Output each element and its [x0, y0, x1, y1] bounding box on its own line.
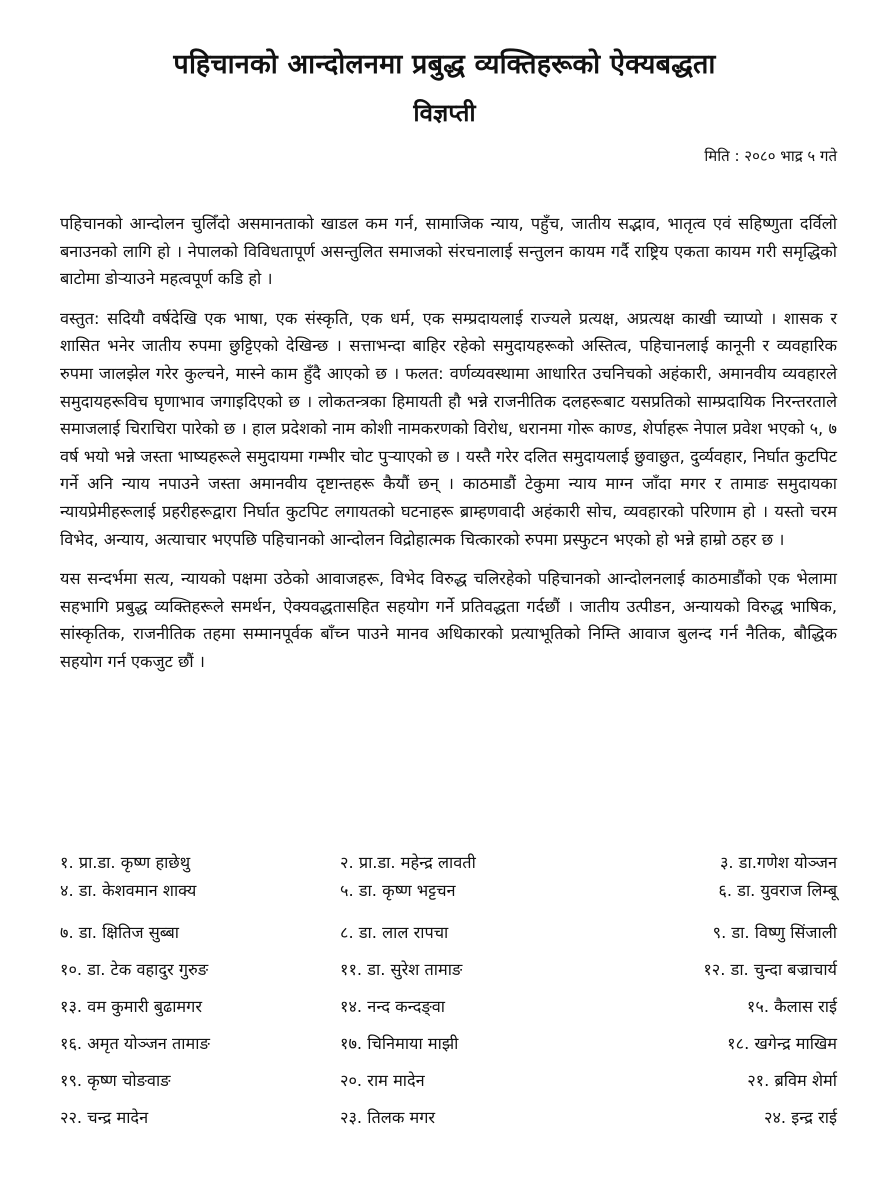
signatory: १६. अमृत योञ्जन तामाङ	[60, 1034, 210, 1053]
signatory: १५. कैलास राई	[746, 997, 837, 1016]
paragraph-commitment: यस सन्दर्भमा सत्य, न्यायको पक्षमा उठेको आवाजहरू, विभेद विरुद्ध चलिरहेको पहिचानको आन्दोलनलाई काठमाडौंको एक भेलामा सहभागि प्रबुद्ध व्यक्तिहरूले समर्थन, ऐक्यवद्धतासहित सहयोग गर्ने प्रतिवद्धता गर्दछौं । जातीय उत्पीडन, अन्यायको विरुद्ध भाषिक, सांस्कृतिक, राजनीतिक तहमा सम्मानपूर्वक बाँच्न पाउने मानव अधिकारको प्रत्याभूतिको निम्ति आवाज बुलन्द गर्न नैतिक, बौद्धिक सहयोग गर्न एकजुट छौं ।	[60, 569, 837, 671]
signatory: २२. चन्द्र मादेन	[60, 1108, 149, 1127]
signatory: १८. खगेन्द्र माखिम	[727, 1034, 837, 1053]
signatories-list	[60, 848, 837, 1140]
signatory-row	[60, 848, 837, 876]
signatory-row	[60, 1066, 837, 1103]
signatory: ३. डा.गणेश योञ्जन	[719, 853, 837, 872]
signatory: २. प्रा.डा. महेन्द्र लावती	[340, 853, 476, 872]
signatory: १३. वम कुमारी बुढामगर	[60, 997, 202, 1016]
page-subtitle: विज्ञप्ती	[413, 99, 476, 127]
signatory: २४. इन्द्र राई	[764, 1108, 837, 1127]
signatory: २३. तिलक मगर	[340, 1108, 436, 1127]
paragraph-background: वस्तुत: सदियौ वर्षदेखि एक भाषा, एक संस्कृति, एक धर्म, एक सम्प्रदायलाई राज्यले प्रत्यक्ष, अप्रत्यक्ष काखी च्याप्यो । शासक र शासित भनेर जातीय रुपमा छुट्टिएको देखिन्छ । सत्ताभन्दा बाहिर रहेको समुदायहरूको अस्तित्व, पहिचानलाई कानूनी र व्यवहारिक रुपमा जालझेल गरेर कुल्चने, मास्ने काम हुँदै आएको छ । फलत: वर्णव्यवस्थामा आधारित उचनिचको अहंकारी, अमानवीय व्यवहारले समुदायहरूविच घृणाभाव जगाइदिएको छ । लोकतन्त्रका हिमायती हौ भन्ने राजनीतिक दलहरूबाट यसप्रतिको साम्प्रदायिक निरन्तरताले समाजलाई चिराचिरा पारेको छ । हाल प्रदेशको नाम कोशी नामकरणको विरोध, धरानमा गोरू काण्ड, शेर्पाहरू नेपाल प्रवेश भएको ५, ७ वर्ष भयो भन्ने जस्ता भाष्यहरूले समुदायमा गम्भीर चोट पुऱ्याएको छ । यस्तै गरेर दलित समुदायलाई छुवाछुत, दुर्व्यवहार, निर्घात कुटपिट गर्ने अनि न्याय नपाउने जस्ता अमानवीय दृष्टान्तहरू कैयौं छन् । काठमाडौं टेकुमा न्याय माग्न जाँदा मगर र तामाङ समुदायका न्यायप्रेमीहरूलाई प्रहरीहरूद्वारा निर्घात कुटपिट लगायतको घटनाहरू ब्राम्हणवादी अहंकारी सोच, व्यवहारको परिणाम हो । यस्तो चरम विभेद, अन्याय, अत्याचार भएपछि पहिचानको आन्दोलन विद्रोहात्मक चित्कारको रुपमा प्रस्फुटन भएको हो भन्ने हाम्रो ठहर छ ।	[60, 308, 837, 549]
signatory-row	[60, 992, 837, 1029]
signatory-row	[60, 1103, 837, 1140]
page-title: पहिचानको आन्दोलनमा प्रबुद्ध व्यक्तिहरूको ऐक्यबद्धता	[173, 49, 716, 80]
paragraph-intro: पहिचानको आन्दोलन चुलिँदो असमानताको खाडल कम गर्न, सामाजिक न्याय, पहुँच, जातीय सद्भाव, भातृत्व एवं सहिष्णुता दर्विलो बनाउनको लागि हो । नेपालको विविधतापूर्ण असन्तुलित समाजको संरचनालाई सन्तुलन कायम गर्दै राष्ट्रिय एकता कायम गरी समृद्धिको बाटोमा डोऱ्याउने महत्वपूर्ण कडि हो ।	[60, 214, 837, 289]
signatory-row	[60, 1029, 837, 1066]
signatory: ५. डा. कृष्ण भट्टचन	[340, 881, 456, 900]
signatory: ९. डा. विष्णु सिंजाली	[712, 923, 837, 942]
signatory: १०. डा. टेक वहादुर गुरुङ	[60, 960, 209, 979]
signatory: ११. डा. सुरेश तामाङ	[340, 960, 463, 979]
signatory: ६. डा. युवराज लिम्बू	[718, 881, 837, 900]
release-date: मिति : २०८० भाद्र ५ गते	[704, 147, 837, 165]
signatory-row	[60, 918, 837, 955]
signatory-row	[60, 955, 837, 992]
signatory: २०. राम मादेन	[340, 1071, 425, 1090]
signatory: १४. नन्द कन्दङ्वा	[340, 997, 445, 1016]
signatory: १२. डा. चुन्दा बज्राचार्य	[703, 960, 837, 979]
signatory: ७. डा. क्षितिज सुब्बा	[60, 923, 179, 942]
signatory-row	[60, 876, 837, 918]
signatory: १. प्रा.डा. कृष्ण हाछेथु	[60, 853, 191, 872]
release-body	[60, 210, 837, 688]
signatory: ८. डा. लाल रापचा	[340, 923, 449, 942]
signatory: १७. चिनिमाया माझी	[340, 1034, 459, 1053]
signatory: १९. कृष्ण चोङवाङ	[60, 1071, 171, 1090]
signatory: ४. डा. केशवमान शाक्य	[60, 881, 197, 900]
signatory: २१. ब्रविम शेर्मा	[747, 1071, 837, 1090]
